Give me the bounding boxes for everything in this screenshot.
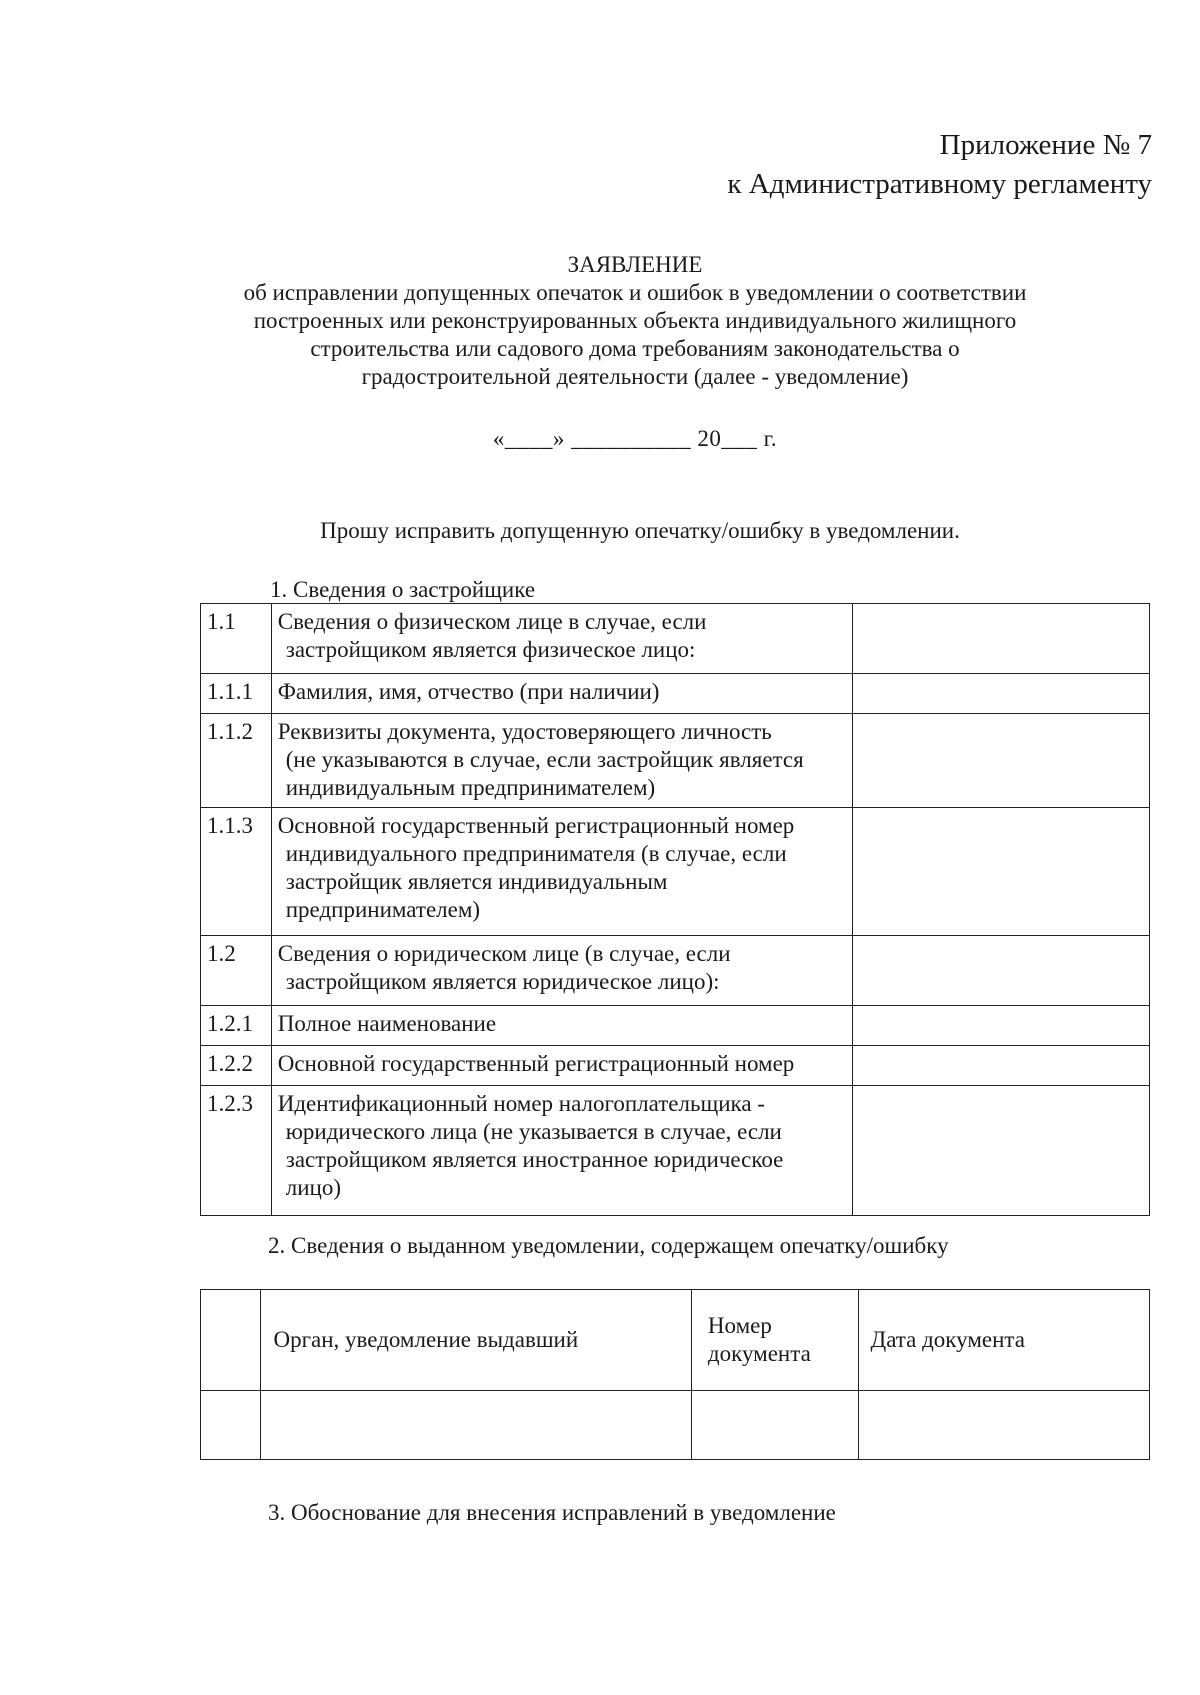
header-cell-authority: Орган, уведомление выдавший — [261, 1290, 691, 1391]
row-label — [271, 714, 853, 808]
cell-doc-date[interactable] — [858, 1391, 1150, 1460]
header-cell-doc-number — [691, 1290, 858, 1391]
row-number: 1.1 — [201, 604, 272, 674]
row-number: 1.1.2 — [201, 714, 272, 808]
row-label-line: застройщиком является юридическое лицо): — [285, 969, 720, 994]
row-label-line: застройщиком является физическое лицо: — [285, 637, 696, 662]
row-value-cell[interactable] — [853, 1046, 1150, 1086]
table-row — [201, 674, 1150, 714]
row-label — [271, 1006, 853, 1046]
cell-doc-number[interactable] — [691, 1391, 858, 1460]
section-3-title: 3. Обоснование для внесения исправлений в уведомление — [268, 1500, 836, 1525]
row-number: 1.1.3 — [201, 808, 272, 936]
title-line: строительства или садового дома требованиям законодательства о — [310, 336, 960, 361]
appendix-note — [727, 126, 1152, 204]
row-number: 1.2 — [201, 936, 272, 1006]
row-label-line: Основной государственный регистрационный номер — [277, 1051, 795, 1076]
header-line: Номер — [707, 1313, 772, 1338]
row-label-line: Реквизиты документа, удостоверяющего личность — [277, 719, 772, 744]
row-label-line: Сведения о юридическом лице (в случае, если — [277, 941, 731, 966]
row-value-cell[interactable] — [853, 604, 1150, 674]
table-row — [201, 808, 1150, 936]
title-heading: ЗАЯВЛЕНИЕ — [567, 252, 703, 277]
row-value-cell[interactable] — [853, 808, 1150, 936]
header-cell-doc-date: Дата документа — [858, 1290, 1150, 1391]
row-label-line: Фамилия, имя, отчество (при наличии) — [277, 679, 660, 704]
table-header-row — [201, 1290, 1150, 1391]
request-text: Прошу исправить допущенную опечатку/ошибку в уведомлении. — [320, 518, 960, 543]
table-row — [201, 936, 1150, 1006]
row-label-line: индивидуального предпринимателя (в случае, если — [285, 841, 787, 866]
row-label-line: Сведения о физическом лице в случае, если — [277, 609, 707, 634]
table-row — [201, 604, 1150, 674]
row-value-cell[interactable] — [853, 1086, 1150, 1216]
appendix-reference: к Административному регламенту — [727, 168, 1152, 200]
row-label-line: застройщик является индивидуальным — [285, 869, 668, 894]
row-value-cell[interactable] — [853, 936, 1150, 1006]
table-row — [201, 714, 1150, 808]
row-label — [271, 936, 853, 1006]
header-cell-index — [201, 1290, 261, 1391]
table-row — [201, 1391, 1150, 1460]
row-number: 1.2.2 — [201, 1046, 272, 1086]
row-value-cell[interactable] — [853, 1006, 1150, 1046]
row-label-line: предпринимателем) — [285, 897, 481, 922]
appendix-number: Приложение № 7 — [939, 129, 1152, 161]
table-row — [201, 1046, 1150, 1086]
row-number: 1.1.1 — [201, 674, 272, 714]
row-label — [271, 808, 853, 936]
date-line[interactable]: «____» __________ 20___ г. — [492, 426, 778, 451]
document-title — [200, 251, 1070, 391]
row-label-line: индивидуальным предпринимателем) — [285, 775, 656, 800]
row-label-line: лицо) — [285, 1175, 341, 1200]
title-line: построенных или реконструированных объекта индивидуального жилищного — [253, 308, 1017, 333]
developer-info-table — [200, 603, 1150, 1216]
row-label-line: застройщиком является иностранное юридическое — [285, 1147, 784, 1172]
cell-index[interactable] — [201, 1391, 261, 1460]
notice-info-table — [200, 1289, 1150, 1460]
row-label — [271, 1046, 853, 1086]
section-1-title: 1. Сведения о застройщике — [270, 577, 536, 602]
row-label — [271, 674, 853, 714]
row-value-cell[interactable] — [853, 714, 1150, 808]
row-label-line: (не указываются в случае, если застройщик является — [285, 747, 804, 772]
section-2-title: 2. Сведения о выданном уведомлении, содержащем опечатку/ошибку — [268, 1233, 949, 1258]
header-line: документа — [707, 1341, 811, 1366]
row-label-line: Основной государственный регистрационный номер — [277, 813, 795, 838]
row-number: 1.2.1 — [201, 1006, 272, 1046]
row-label-line: юридического лица (не указывается в случае, если — [285, 1119, 782, 1144]
title-line: градостроительной деятельности (далее - уведомление) — [361, 364, 909, 389]
row-label-line: Идентификационный номер налогоплательщика - — [277, 1091, 765, 1116]
cell-authority[interactable] — [261, 1391, 691, 1460]
row-value-cell[interactable] — [853, 674, 1150, 714]
table-row — [201, 1006, 1150, 1046]
row-label — [271, 604, 853, 674]
table-row — [201, 1086, 1150, 1216]
row-number: 1.2.3 — [201, 1086, 272, 1216]
row-label — [271, 1086, 853, 1216]
row-label-line: Полное наименование — [277, 1011, 497, 1036]
title-line: об исправлении допущенных опечаток и ошибок в уведомлении о соответствии — [243, 280, 1027, 305]
